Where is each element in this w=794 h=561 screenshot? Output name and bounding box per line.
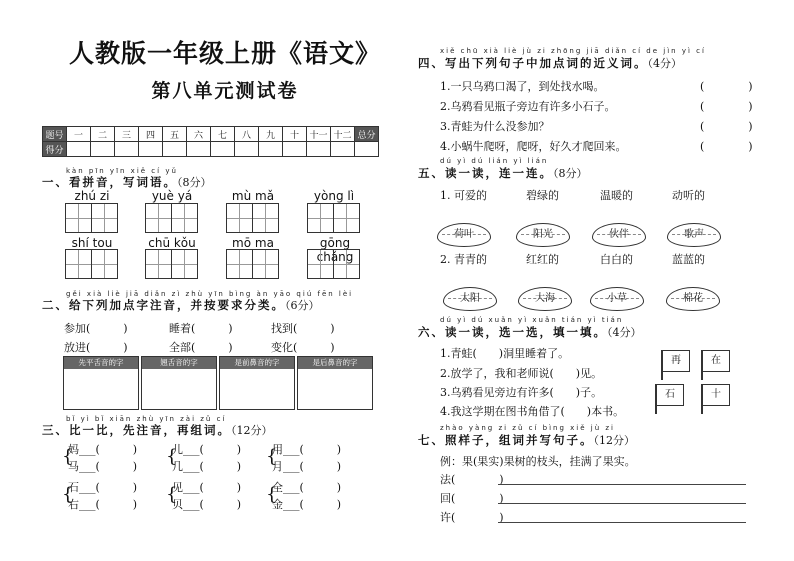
score-row-label: 题号 (43, 127, 67, 142)
answer-blank[interactable]: ( ) (700, 120, 753, 133)
category-label: 是前鼻音的字 (220, 357, 294, 369)
section-1-pinyin: kàn pīn yīn xiě cí yǔ (66, 167, 178, 175)
phonetic-item[interactable]: 全部( ) (169, 341, 233, 354)
section-2-points: （6分） (285, 299, 320, 312)
score-col: 一 (67, 127, 91, 142)
section-2-title: 二、给下列加点字注音，并按要求分类。 (42, 298, 285, 312)
section-6-heading (418, 324, 642, 340)
section-6-title: 六、读一读，选一选，填一填。 (418, 325, 607, 339)
fill-sentence[interactable]: 2.放学了，我和老师说( )见。 (440, 367, 603, 380)
page-subtitle: 第八单元测试卷 (151, 80, 299, 102)
score-cell[interactable] (331, 142, 355, 157)
pinyin-prompt: mù mǎ (231, 189, 275, 203)
compare-item[interactable]: 用___( ) (272, 443, 342, 456)
noun-label: 小草 (607, 293, 627, 304)
noun-leaf[interactable] (518, 287, 572, 311)
category-label: 翘舌音的字 (142, 357, 216, 369)
compare-item[interactable]: 金___( ) (272, 498, 342, 511)
section-5-heading (418, 165, 588, 181)
sentence: 2.乌鸦看见瓶子旁边有许多小石子。 (440, 100, 616, 113)
compare-item[interactable]: 几___( ) (172, 460, 242, 473)
compare-item[interactable]: 见___( ) (172, 481, 242, 494)
fill-sentence[interactable]: 1.青蛙( )洞里睡着了。 (440, 347, 570, 360)
noun-leaf[interactable] (516, 223, 570, 247)
section-4-title: 四、写出下列句子中加点词的近义词。 (418, 56, 648, 70)
adjective: 碧绿的 (526, 189, 559, 202)
phonetic-item[interactable]: 找到( ) (271, 322, 335, 335)
sentence: 1.一只乌鸦口渴了，到处找水喝。 (440, 80, 605, 93)
score-col: 五 (163, 127, 187, 142)
brace-icon: { (62, 484, 74, 505)
score-col: 八 (235, 127, 259, 142)
section-3-pinyin: bǐ yì bǐ xiān zhù yīn zài zǔ cí (66, 415, 227, 423)
score-col: 十一 (307, 127, 331, 142)
brace-icon: { (266, 484, 278, 505)
compare-item[interactable]: 石___( ) (68, 481, 138, 494)
answer-blank[interactable]: ( ) (700, 140, 753, 153)
fill-sentence[interactable]: 3.乌鸦看见旁边有许多( )子。 (440, 386, 603, 399)
score-cell[interactable] (307, 142, 331, 157)
noun-leaf[interactable] (667, 223, 721, 247)
score-row-label: 得分 (43, 142, 67, 157)
section-5-title: 五、读一读，连一连。 (418, 166, 553, 180)
category-box[interactable] (63, 356, 139, 410)
noun-leaf[interactable] (590, 287, 644, 311)
writing-grid[interactable] (307, 249, 360, 279)
noun-label: 荷叶 (454, 229, 474, 240)
writing-grid[interactable] (226, 203, 279, 233)
score-cell[interactable] (211, 142, 235, 157)
pinyin-prompt: mō ma (232, 236, 274, 250)
score-cell[interactable] (163, 142, 187, 157)
category-box[interactable] (219, 356, 295, 410)
sentence: 3.青蛙为什么没参加？ (440, 120, 550, 133)
pinyin-prompt: gōng (319, 236, 351, 250)
noun-leaf[interactable] (592, 223, 646, 247)
word-flag[interactable]: 在 (702, 350, 730, 372)
phonetic-item[interactable]: 变化( ) (271, 341, 335, 354)
compare-item[interactable]: 月___( ) (272, 460, 342, 473)
section-4-points: （4分） (647, 57, 682, 70)
sentence: 4.小蜗牛爬呀，爬呀，好久才爬回来。 (440, 140, 627, 153)
section-3-points: （12分） (231, 424, 273, 437)
writing-grid[interactable] (226, 249, 279, 279)
brace-icon: { (166, 484, 178, 505)
word-item[interactable]: 法( ) (440, 473, 504, 486)
brace-icon: { (166, 446, 178, 467)
writing-grid[interactable] (145, 203, 198, 233)
section-4-pinyin: xiě chū xià liè jù zi zhōng jiā diǎn cí de jìn yì cí (440, 47, 706, 55)
score-col: 二 (91, 127, 115, 142)
pinyin-prompt: zhú zi (74, 189, 110, 203)
compare-item[interactable]: 右___( ) (68, 498, 138, 511)
score-cell[interactable] (355, 142, 379, 157)
noun-label: 伙伴 (609, 229, 629, 240)
writing-grid[interactable] (307, 203, 360, 233)
section-2-pinyin: gěi xià liè jiā diǎn zì zhù yīn bìng àn yāo qiú fēn lèi (66, 290, 354, 298)
section-7-pinyin: zhào yàng zi zǔ cí bìng xiě jù zi (440, 424, 615, 432)
noun-label: 棉花 (683, 293, 703, 304)
phonetic-item[interactable]: 放进( ) (64, 341, 128, 354)
adjective: 2. 青青的 (440, 253, 487, 266)
score-col: 九 (259, 127, 283, 142)
pinyin-prompt: yòng lì (313, 189, 355, 203)
score-cell[interactable] (259, 142, 283, 157)
category-label: 先平舌音的字 (64, 357, 138, 369)
adjective: 蓝蓝的 (672, 253, 705, 266)
section-3-heading (42, 422, 273, 438)
score-cell[interactable] (235, 142, 259, 157)
phonetic-item[interactable]: 参加( ) (64, 322, 128, 335)
example-sentence: 例：果(果实)果树的枝头，挂满了果实。 (440, 455, 636, 468)
section-6-points: （4分） (607, 326, 642, 339)
section-1-title: 一、看拼音，写词语。 (42, 175, 177, 189)
score-cell[interactable] (67, 142, 91, 157)
score-total-label: 总分 (355, 127, 379, 142)
pinyin-prompt: chū kǒu (148, 236, 196, 250)
score-col: 六 (187, 127, 211, 142)
score-table (42, 126, 379, 157)
brace-icon: { (266, 446, 278, 467)
pinyin-prompt: yuè yá (151, 189, 193, 203)
word-flag[interactable]: 再 (662, 350, 690, 372)
section-7-title: 七、照样子，组词并写句子。 (418, 433, 594, 447)
writing-line[interactable] (498, 484, 746, 485)
compare-item[interactable]: 贝___( ) (172, 498, 242, 511)
section-1-heading (42, 174, 212, 190)
section-4-heading (418, 55, 682, 71)
section-1-points: （8分） (177, 176, 212, 189)
score-cell[interactable] (187, 142, 211, 157)
noun-leaf[interactable] (666, 287, 720, 311)
score-cell[interactable] (139, 142, 163, 157)
score-cell[interactable] (115, 142, 139, 157)
noun-leaf[interactable] (437, 223, 491, 247)
phonetic-item[interactable]: 睡着( ) (169, 322, 233, 335)
noun-label: 阳光 (533, 229, 553, 240)
word-flag[interactable]: 十 (702, 384, 730, 406)
compare-item[interactable]: 妈___( ) (68, 443, 138, 456)
score-cell[interactable] (91, 142, 115, 157)
word-item[interactable]: 许( ) (440, 511, 504, 524)
compare-item[interactable]: 全___( ) (272, 481, 342, 494)
writing-grid[interactable] (65, 203, 118, 233)
score-col: 七 (211, 127, 235, 142)
writing-line[interactable] (498, 503, 746, 504)
score-col: 四 (139, 127, 163, 142)
noun-label: 太阳 (460, 293, 480, 304)
category-box[interactable] (297, 356, 373, 410)
section-3-title: 三、比一比，先注音，再组词。 (42, 423, 231, 437)
writing-grid[interactable] (65, 249, 118, 279)
category-label: 是后鼻音的字 (298, 357, 372, 369)
pinyin-prompt: shí tou (71, 236, 113, 250)
score-col: 十二 (331, 127, 355, 142)
page-title: 人教版一年级上册《语文》 (68, 39, 381, 68)
word-item[interactable]: 回( ) (440, 492, 504, 505)
compare-item[interactable]: 马___( ) (68, 460, 138, 473)
answer-blank[interactable]: ( ) (700, 100, 753, 113)
adjective: 红红的 (526, 253, 559, 266)
word-flag[interactable]: 石 (656, 384, 684, 406)
section-2-heading (42, 297, 320, 313)
category-box[interactable] (141, 356, 217, 410)
section-5-pinyin: dú yì dú lián yì lián (440, 157, 549, 165)
section-5-points: （8分） (553, 167, 588, 180)
compare-item[interactable]: 儿___( ) (172, 443, 242, 456)
adjective: 温暖的 (600, 189, 633, 202)
fill-sentence[interactable]: 4.我这学期在图书角借了( )本书。 (440, 405, 625, 418)
adjective: 1. 可爱的 (440, 189, 487, 202)
score-col: 三 (115, 127, 139, 142)
answer-blank[interactable]: ( ) (700, 80, 753, 93)
section-6-pinyin: dú yì dú xuǎn yì xuǎn tián yì tián (440, 316, 624, 324)
noun-label: 大海 (535, 293, 555, 304)
writing-grid[interactable] (145, 249, 198, 279)
adjective: 动听的 (672, 189, 705, 202)
section-7-points: （12分） (593, 434, 635, 447)
score-col: 十 (283, 127, 307, 142)
score-cell[interactable] (283, 142, 307, 157)
brace-icon: { (62, 446, 74, 467)
writing-line[interactable] (498, 522, 746, 523)
noun-label: 歌声 (684, 229, 704, 240)
section-7-heading (418, 432, 635, 448)
noun-leaf[interactable] (443, 287, 497, 311)
adjective: 白白的 (600, 253, 633, 266)
